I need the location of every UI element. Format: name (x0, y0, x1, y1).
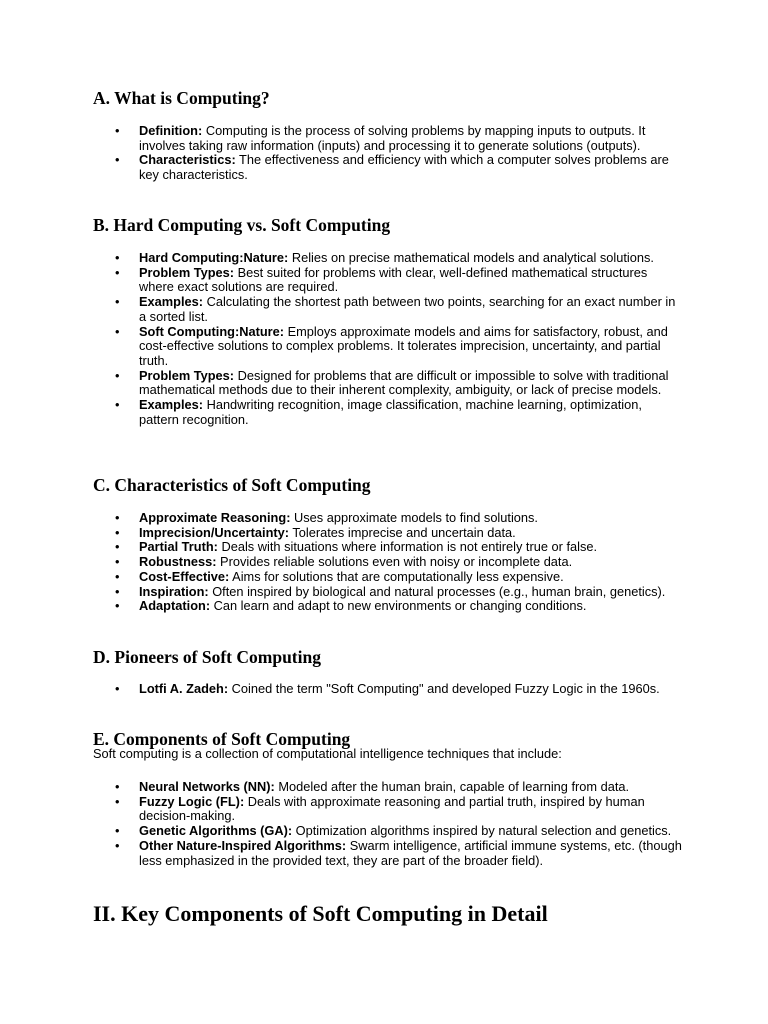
item-text: Relies on precise mathematical models and analytical solutions. (288, 250, 654, 265)
bullet-icon: • (115, 568, 120, 584)
item-term: Problem Types: (139, 367, 235, 383)
item-text: Calculating the shortest path between two points, searching for an exact number in a sorted list. (139, 294, 676, 324)
list-item (93, 555, 683, 570)
list-item (93, 839, 683, 868)
item-text: Deals with situations where information is not entirely true or false. (217, 539, 598, 555)
list-item (93, 570, 683, 585)
bullet-icon: • (115, 323, 120, 339)
item-term: Definition: (139, 123, 203, 138)
list-item (93, 526, 683, 541)
bullet-icon: • (115, 554, 120, 570)
list-item (93, 599, 683, 614)
item-text: Optimization algorithms inspired by natural selection and genetics. (292, 823, 672, 839)
bullet-icon: • (115, 681, 120, 696)
list-item (93, 325, 683, 369)
list-item (93, 585, 683, 600)
section-c-list (93, 511, 683, 614)
list-item (93, 251, 683, 266)
item-text: The effectiveness and efficiency with which a computer solves problems are key characteristics. (139, 152, 669, 183)
bullet-icon: • (115, 294, 120, 310)
list-item (93, 795, 683, 824)
item-term: Robustness: (139, 554, 217, 570)
list-item (93, 824, 683, 839)
list-item (93, 682, 683, 697)
item-term: Examples: (139, 397, 204, 413)
item-text: Aims for solutions that are computationally less expensive. (229, 568, 564, 584)
list-item (93, 780, 683, 795)
section-d-heading: D. Pioneers of Soft Computing (93, 647, 321, 667)
item-text: Coined the term "Soft Computing" and developed Fuzzy Logic in the 1960s. (228, 681, 660, 696)
bullet-icon: • (115, 837, 120, 853)
section-c-heading: C. Characteristics of Soft Computing (93, 475, 371, 495)
bullet-icon: • (115, 250, 120, 265)
section-b-heading: B. Hard Computing vs. Soft Computing (93, 215, 391, 235)
list-item (93, 540, 683, 555)
list-item (93, 369, 683, 398)
bullet-icon: • (115, 152, 120, 168)
bullet-icon: • (115, 793, 120, 809)
bullet-icon: • (115, 583, 120, 599)
item-text: Best suited for problems with clear, well-defined mathematical structures where exact solutions are required. (139, 264, 648, 295)
item-text: Tolerates imprecise and uncertain data. (289, 524, 516, 540)
item-term: Neural Networks (NN): (139, 779, 275, 794)
bullet-icon: • (115, 598, 120, 614)
item-term: Adaptation: (139, 598, 211, 614)
list-item (93, 398, 683, 427)
item-text: Computing is the process of solving problems by mapping inputs to outputs. It involves taking raw information (inputs) and processing it to generate solutions (outputs). (139, 123, 646, 153)
bullet-icon: • (115, 123, 120, 138)
section-a-heading: A. What is Computing? (93, 88, 270, 108)
item-text: Often inspired by biological and natural processes (e.g., human brain, genetics). (208, 583, 666, 599)
bullet-icon: • (115, 264, 120, 280)
bullet-icon: • (115, 779, 120, 794)
section-b-list (93, 251, 683, 427)
item-term: Hard Computing:Nature: (139, 250, 289, 265)
item-term: Inspiration: (139, 583, 209, 599)
item-text: Employs approximate models and aims for satisfactory, robust, and cost-effective solutions to complex problems. It tolerates imprecision, uncertainty, and partial truth. (139, 323, 668, 368)
part-ii-heading: II. Key Components of Soft Computing in Detail (93, 901, 548, 926)
section-e-list (93, 780, 683, 868)
section-d-list (93, 682, 683, 697)
item-term: Examples: (139, 294, 204, 310)
bullet-icon: • (115, 510, 120, 525)
list-item (93, 124, 683, 153)
item-text: Handwriting recognition, image classification, machine learning, optimization, pattern recognition. (139, 397, 642, 427)
item-term: Fuzzy Logic (FL): (139, 793, 245, 809)
item-term: Characteristics: (139, 152, 236, 168)
item-term: Lotfi A. Zadeh: (139, 681, 229, 696)
item-text: Can learn and adapt to new environments or changing conditions. (210, 598, 587, 614)
list-item (93, 153, 683, 182)
item-term: Problem Types: (139, 264, 235, 280)
item-term: Imprecision/Uncertainty: (139, 524, 290, 540)
item-text: Modeled after the human brain, capable of learning from data. (274, 779, 630, 794)
bullet-icon: • (115, 823, 120, 839)
list-item (93, 295, 683, 324)
item-term: Partial Truth: (139, 539, 218, 555)
item-term: Other Nature-Inspired Algorithms: (139, 837, 347, 853)
bullet-icon: • (115, 367, 120, 383)
item-term: Cost-Effective: (139, 568, 230, 584)
item-term: Genetic Algorithms (GA): (139, 823, 293, 839)
section-e-intro: Soft computing is a collection of computational intelligence techniques that include: (93, 746, 562, 761)
item-text: Uses approximate models to find solutions. (290, 510, 538, 525)
item-term: Soft Computing:Nature: (139, 323, 285, 339)
item-text: Deals with approximate reasoning and partial truth, inspired by human decision-making. (139, 793, 645, 824)
bullet-icon: • (115, 397, 120, 413)
section-a-list (93, 124, 683, 183)
list-item (93, 266, 683, 295)
section-e-heading: E. Components of Soft Computing (93, 729, 351, 749)
item-text: Designed for problems that are difficult or impossible to solve with traditional mathematical methods due to their inherent complexity, ambiguity, or lack of precise models. (139, 367, 669, 398)
item-text: Provides reliable solutions even with noisy or incomplete data. (216, 554, 573, 570)
list-item (93, 511, 683, 526)
bullet-icon: • (115, 539, 120, 555)
item-text: Swarm intelligence, artificial immune systems, etc. (though less emphasized in the provided text, they are part of the broader field). (139, 837, 682, 868)
bullet-icon: • (115, 524, 120, 540)
item-term: Approximate Reasoning: (139, 510, 291, 525)
